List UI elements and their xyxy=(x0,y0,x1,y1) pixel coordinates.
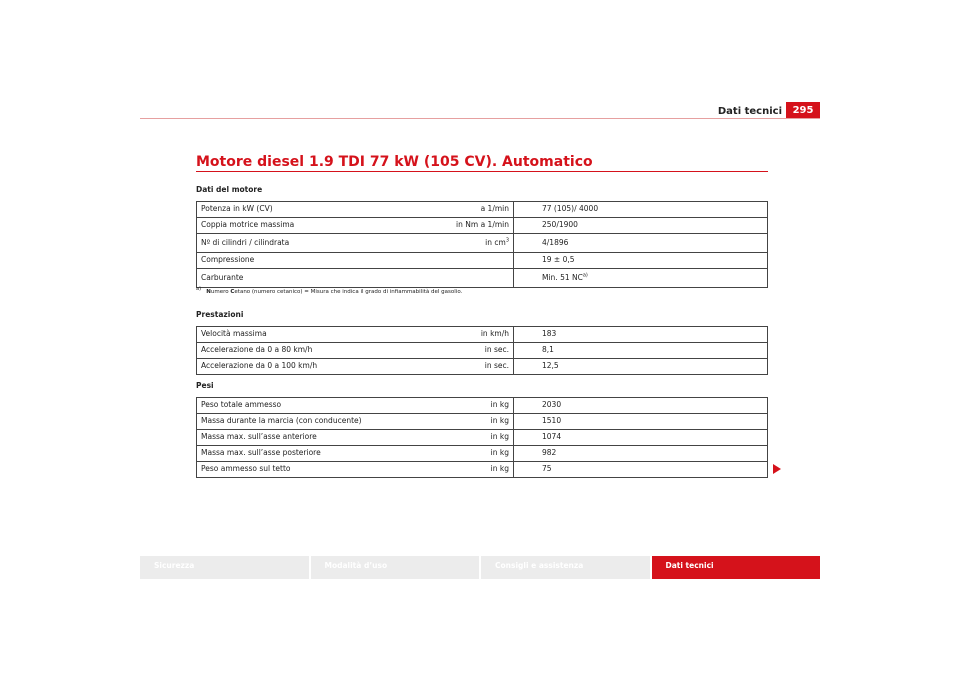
row-label: Potenza in kW (CV) xyxy=(197,202,397,218)
row-unit xyxy=(397,269,514,288)
unit-text: in cm xyxy=(485,238,506,247)
row-value: 8,1 xyxy=(514,343,768,359)
unit-superscript: 3 xyxy=(505,237,509,244)
row-unit xyxy=(397,253,514,269)
table-row xyxy=(197,430,768,446)
row-label: Massa durante la marcia (con conducente) xyxy=(197,414,397,430)
performance-heading: Prestazioni xyxy=(196,310,244,319)
row-label: Velocità massima xyxy=(197,327,397,343)
row-label: Peso totale ammesso xyxy=(197,398,397,414)
row-unit: in kg xyxy=(397,414,514,430)
row-unit: in sec. xyxy=(397,343,514,359)
weights-table xyxy=(196,397,768,478)
table-row xyxy=(197,462,768,478)
row-label: Coppia motrice massima xyxy=(197,218,397,234)
table-row xyxy=(197,398,768,414)
row-unit: in kg xyxy=(397,446,514,462)
row-value: 4/1896 xyxy=(514,234,768,253)
footnote-marker: a) xyxy=(196,286,202,293)
table-row xyxy=(197,234,768,253)
table-row xyxy=(197,327,768,343)
footnote-n: N xyxy=(206,289,211,295)
table-row xyxy=(197,359,768,375)
table-row xyxy=(197,343,768,359)
value-text: Min. 51 NC xyxy=(542,273,583,282)
header-rule xyxy=(140,118,820,119)
row-value: 12,5 xyxy=(514,359,768,375)
page-title: Motore diesel 1.9 TDI 77 kW (105 CV). Automatico xyxy=(196,154,593,170)
performance-table xyxy=(196,326,768,375)
row-value: 2030 xyxy=(514,398,768,414)
title-rule xyxy=(196,171,768,172)
row-unit: in Nm a 1/min xyxy=(397,218,514,234)
engine-heading: Dati del motore xyxy=(196,185,263,194)
tab-dati-tecnici[interactable]: Dati tecnici xyxy=(652,556,821,579)
row-value: 19 ± 0,5 xyxy=(514,253,768,269)
row-value: 1074 xyxy=(514,430,768,446)
row-label: Nº di cilindri / cilindrata xyxy=(197,234,397,253)
row-unit: in kg xyxy=(397,430,514,446)
tab-sicurezza[interactable]: Sicurezza xyxy=(140,556,309,579)
row-unit: in kg xyxy=(397,398,514,414)
table-row xyxy=(197,269,768,288)
row-value: 250/1900 xyxy=(514,218,768,234)
row-unit: a 1/min xyxy=(397,202,514,218)
engine-table xyxy=(196,201,768,288)
table-row xyxy=(197,202,768,218)
table-row xyxy=(197,446,768,462)
row-label: Peso ammesso sul tetto xyxy=(197,462,397,478)
row-value: 982 xyxy=(514,446,768,462)
row-unit: in sec. xyxy=(397,359,514,375)
row-label: Compressione xyxy=(197,253,397,269)
page-number: 295 xyxy=(786,102,820,119)
row-value: 183 xyxy=(514,327,768,343)
tab-consigli-assistenza[interactable]: Consigli e assistenza xyxy=(481,556,650,579)
row-unit xyxy=(397,234,514,253)
table-row xyxy=(197,253,768,269)
row-label: Massa max. sull’asse anteriore xyxy=(197,430,397,446)
footnote-ref: a) xyxy=(582,272,588,279)
table-row xyxy=(197,414,768,430)
footnote-text-1: umero xyxy=(210,289,231,295)
tab-modalita-uso[interactable]: Modalità d’uso xyxy=(311,556,480,579)
footer-nav xyxy=(140,556,820,579)
row-label: Massa max. sull’asse posteriore xyxy=(197,446,397,462)
row-value: 75 xyxy=(514,462,768,478)
row-unit: in km/h xyxy=(397,327,514,343)
footnote-c: C xyxy=(230,289,235,295)
running-header-title: Dati tecnici xyxy=(717,106,782,117)
weights-heading: Pesi xyxy=(196,381,214,390)
table-row xyxy=(197,218,768,234)
footnote xyxy=(196,286,463,295)
row-unit: in kg xyxy=(397,462,514,478)
row-label: Carburante xyxy=(197,269,397,288)
row-value xyxy=(514,269,768,288)
continue-arrow-icon[interactable] xyxy=(773,464,781,474)
row-label: Accelerazione da 0 a 100 km/h xyxy=(197,359,397,375)
row-value: 1510 xyxy=(514,414,768,430)
row-label: Accelerazione da 0 a 80 km/h xyxy=(197,343,397,359)
row-value: 77 (105)/ 4000 xyxy=(514,202,768,218)
footnote-text-2: etano (numero cetanico) = Misura che indica il grado di infiammabilità del gasolio. xyxy=(234,289,463,295)
